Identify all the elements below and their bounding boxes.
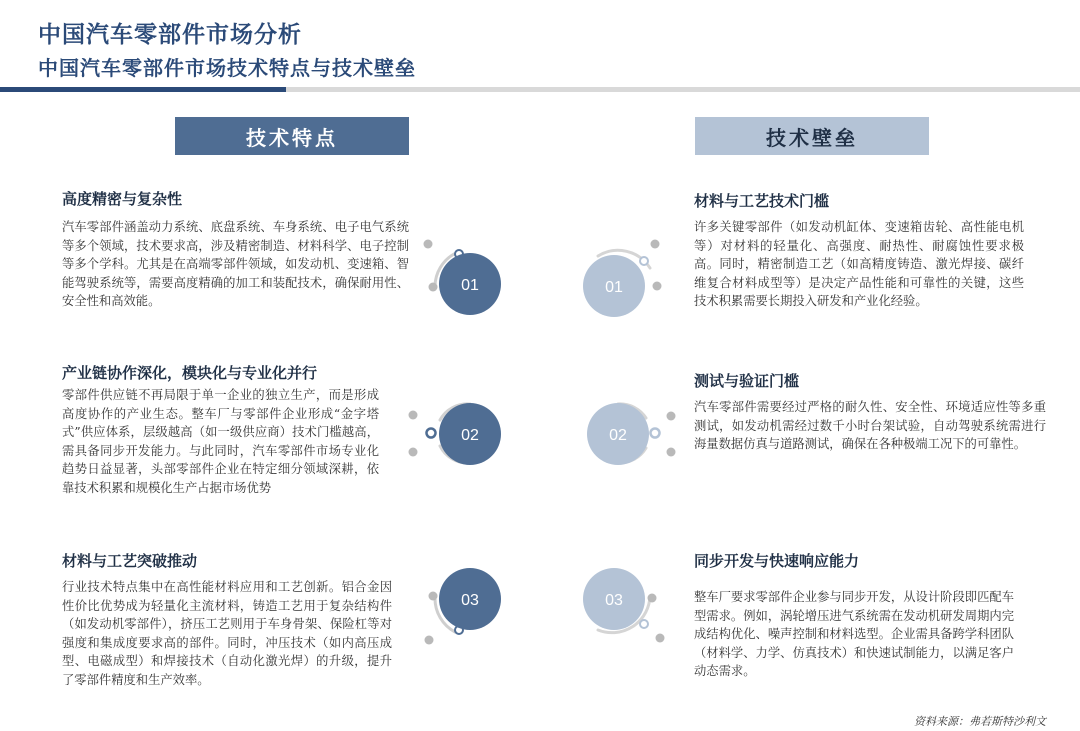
barrier-title-2: 测试与验证门槛 bbox=[694, 372, 800, 390]
barrier-body-3: 整车厂要求零部件企业参与同步开发，从设计阶段即匹配车型需求。例如，涡轮增压进气系统需在发动机研发周期内完成结构优化、噪声控制和材料选型。企业需具备跨学科团队（材料学、力学、仿真技术）和快速试制能力，以满足客户动态需求。 bbox=[694, 590, 1014, 679]
feature-title-3: 材料与工艺突破推动 bbox=[62, 552, 198, 570]
page-title: 中国汽车零部件市场分析 bbox=[38, 21, 302, 48]
barrier-marker-3 bbox=[583, 568, 665, 643]
feature-marker-3 bbox=[425, 568, 502, 645]
feature-title-1: 高度精密与复杂性 bbox=[62, 190, 183, 208]
page-subtitle: 中国汽车零部件市场技术特点与技术壁垒 bbox=[38, 56, 416, 80]
section-header-barriers: 技术壁垒 bbox=[695, 117, 929, 155]
feature-number-2: 02 bbox=[461, 427, 479, 444]
barrier-number-2: 02 bbox=[609, 427, 627, 444]
feature-body-3: 行业技术特点集中在高性能材料应用和工艺创新。铝合金因性价比优势成为轻量化主流材料，铸造工艺用于复杂结构件（如发动机零部件），挤压工艺则用于车身骨架、保险杠等对强度和集成度要求高的部件。同时，冲压技术（如内高压成型、电磁成型）和焊接技术（自动化激光焊）的升级，提升了零部件精度和生产效率。 bbox=[62, 580, 392, 687]
source-note: 资料来源：弗若斯特沙利文 bbox=[914, 715, 1046, 728]
feature-number-3: 03 bbox=[461, 592, 479, 609]
barrier-marker-2 bbox=[587, 403, 676, 465]
barrier-body-2: 汽车零部件需要经过严格的耐久性、安全性、环境适应性等多重测试，如发动机需经过数千小时台架试验，自动驾驶系统需进行海量数据仿真与道路测试，确保在各种极端工况下的可靠性。 bbox=[694, 400, 1046, 452]
barrier-title-1: 材料与工艺技术门槛 bbox=[694, 192, 830, 210]
feature-body-2: 零部件供应链不再局限于单一企业的独立生产，而是形成高度协作的产业生态。整车厂与零部件企业形成“金字塔式”供应体系，层级越高（如一级供应商）技术门槛越高，需具备同步开发能力。与此同时，汽车零部件市场专业化趋势日益显著，头部零部件企业在特定细分领域深耕，依靠技术积累和规模化生产占据市场优势 bbox=[62, 388, 379, 495]
feature-body-1: 汽车零部件涵盖动力系统、底盘系统、车身系统、电子电气系统等多个领域，技术要求高，涉及精密制造、材料科学、电子控制等多个学科。尤其是在高端零部件领域，如发动机、变速箱、智能驾驶系统等，需要高度精确的加工和装配技术，确保耐用性、安全性和高效能。 bbox=[62, 220, 409, 309]
barrier-number-1: 01 bbox=[605, 279, 623, 296]
feature-marker-1 bbox=[424, 240, 502, 316]
barrier-title-3: 同步开发与快速响应能力 bbox=[694, 552, 860, 570]
feature-number-1: 01 bbox=[461, 277, 479, 294]
barrier-body-1: 许多关键零部件（如发动机缸体、变速箱齿轮、高性能电机等）对材料的轻量化、高强度、耐热性、耐腐蚀性要求极高。同时，精密制造工艺（如高精度铸造、激光焊接、碳纤维复合材料成型等）是决定产品性能和可靠性的关键，这些技术积累需要长期投入研发和产业化经验。 bbox=[694, 220, 1024, 309]
feature-title-2: 产业链协作深化，模块化与专业化并行 bbox=[62, 364, 318, 382]
barrier-number-3: 03 bbox=[605, 592, 623, 609]
barrier-marker-1 bbox=[583, 240, 662, 318]
feature-marker-2 bbox=[409, 403, 502, 465]
section-header-features: 技术特点 bbox=[175, 117, 409, 155]
